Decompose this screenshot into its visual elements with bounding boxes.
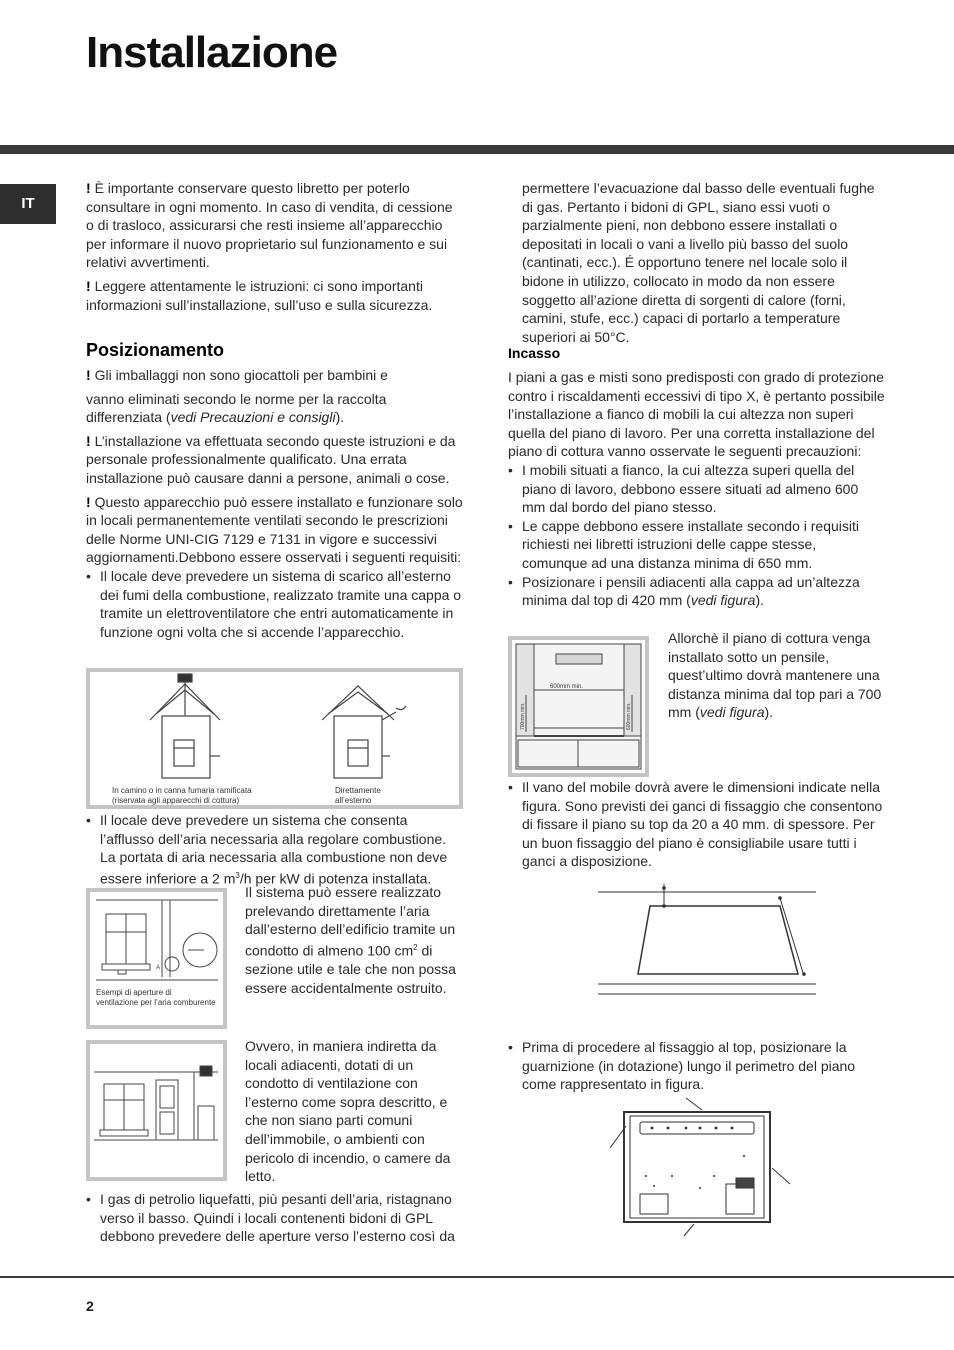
dimension-label: 600mm min. (550, 684, 584, 690)
list-item: • Il locale deve prevedere un sistema di scarico all’esterno dei fumi della combustione, realizzato tramite una cappa o tramite un elettroventilatore che entri automaticamente in funzione ogni volta che si accende l’apparecchio. (86, 567, 463, 641)
paragraph: ! Questo apparecchio può essere installato e funzionare solo in locali permanentemente ventilati secondo le prescrizioni delle Norme UNI-CIG 7129 e 7131 in vigore e successivi aggiornamenti.Debbono essere osservati i seguenti requisiti: (86, 493, 463, 566)
kitchen-cabinets-illustration (512, 640, 645, 773)
page-title: Installazione (86, 28, 338, 77)
dimension-label: 700mm min. (520, 702, 526, 730)
flue-diagram-figure (86, 668, 463, 809)
list-item: • Il locale deve prevedere un sistema che consenta l’afflusso dell’aria necessaria alla regolare combustione. La portata di aria necessaria alla combustione non deve essere inferiore a 2 $m^3/h$ per kW di potenza installata. (86, 811, 463, 888)
list-item: • I mobili situati a fianco, la cui altezza superi quella del piano di lavoro, debbono essere situati ad almeno 600 mm dal bordo del piano stesso. (508, 461, 885, 517)
indirect-ventilation-figure (86, 1040, 227, 1181)
intro-section (86, 179, 463, 314)
intro-paragraph-2: ! Leggere attentamente le istruzioni: ci sono importanti informazioni sull’installazione, sull’uso e sulla sicurezza. (86, 277, 433, 313)
posizionamento-text (86, 366, 463, 641)
ventilation-openings-figure (86, 888, 227, 1029)
paragraph: permettere l’evacuazione dal basso delle eventuali fughe di gas. Pertanto i bidoni di GPL, siano essi vuoti o parzialmente pieni, non debbono essere installati o depositati in locali o vani a livello più basso del suolo (cantinati, ecc.). É opportuno tenere nel locale solo il bidone in utilizzo, collocato in modo da non essere soggetto all’azione diretta di sorgenti di calore (forni, camini, stufe, ecc.) capaci di portarlo a temperature superiori ai 50°C. (522, 180, 875, 345)
list-item: • Le cappe debbono essere installate secondo i requisiti richiesti nei libretti istruzioni delle cappe stesse, comunque ad una distanza minima di 650 mm. (508, 517, 885, 573)
air-intake-direct-text (245, 883, 463, 997)
paragraph: ! L’installazione va effettuata secondo queste istruzioni e da personale professionalmente qualificato. Una errata installazione può causare danni a persone, animali o cose. (86, 432, 456, 486)
list-item: • Posizionare i pensili adiacenti alla cappa ad un’altezza minima dal top di 420 mm (vedi figura). (508, 573, 885, 610)
warning-mark: ! (86, 493, 91, 510)
vent-label: A (156, 965, 161, 971)
section-heading-posizionamento: Posizionamento (86, 340, 225, 360)
footer-rule (0, 1276, 954, 1278)
figure-caption: Direttamente all’esterno (335, 786, 381, 805)
language-tab: IT (0, 184, 56, 224)
gpl-continued-text (522, 179, 885, 346)
list-item: • I gas di petrolio liquefatti, più pesanti dell’aria, ristagnano verso il basso. Quindi i locali contenenti bidoni di GPL debbono prevedere delle aperture verso l’esterno così da (86, 1190, 463, 1246)
paragraph: Allorchè il piano di cottura venga installato sotto un pensile, quest’ultimo dovrà mantenere una distanza minima dal top pari a 700 mm (vedi figura). (668, 630, 882, 721)
paragraph: vanno eliminati secondo le norme per la raccolta differenziata (vedi Precauzioni e consigli). (86, 390, 387, 426)
paragraph: I piani a gas e misti sono predisposti con grado di protezione contro i riscaldamenti eccessivi di tipo X, è pertanto possibile l’installazione a fianco di mobili la cui altezza non superi quella del piano di lavoro. Per una corretta installazione del piano di cottura vanno osservate le seguenti precauzioni: (508, 369, 885, 460)
air-intake-text (86, 811, 463, 888)
wall-cabinet-text (668, 629, 885, 722)
hood-clearance-figure (508, 636, 649, 777)
adjacent-room-illustration (90, 1044, 223, 1177)
cutout-diagram-figure (598, 884, 816, 999)
figure-caption: Esempi di aperture di ventilazione per l’aria comburente (96, 988, 216, 1007)
incasso-text (508, 368, 885, 610)
list-item: • Prima di procedere al fissaggio al top, posizionare la guarnizione (in dotazione) lungo il perimetro del piano come rappresentato in figura. (508, 1038, 885, 1094)
gpl-text (86, 1190, 463, 1246)
list-item: • Il vano del mobile dovrà avere le dimensioni indicate nella figura. Sono previsti dei ganci di fissaggio che consentono di fissare il piano su top da 20 a 40 mm. di spessore. Per un buon fissaggio del piano è consigliabile usare tutti i ganci a disposizione. (508, 778, 885, 871)
paragraph: ! Gli imballaggi non sono giocattoli per bambini e (86, 367, 388, 383)
air-intake-indirect-text (245, 1037, 463, 1186)
header-rule (0, 145, 954, 154)
figure-caption: In camino o in canna fumaria ramificata (riservata agli apparecchi di cottura) (112, 786, 252, 805)
paragraph: Ovvero, in maniera indiretta da locali adiacenti, dotati di un condotto di ventilazione con l’esterno come sopra descritto, e che non siano parti comuni dell’immobile, o ambienti con pericolo di incendio, o camere da letto. (245, 1038, 451, 1185)
intro-paragraph-1: ! È importante conservare questo libretto per poterlo consultare in ogni momento. In caso di vendita, di cessione o di trasloco, assicurarsi che resti insieme all’apparecchio per informare il nuovo proprietario sul funzionamento e sui relativi avvertimenti. (86, 180, 453, 271)
paragraph: Il sistema può essere realizzato prelevando direttamente l’aria dall’esterno dell’edificio tramite un condotto di almeno 100 $cm^2$ di sezione utile e tale che non possa essere accidentalmente ostruito. (245, 884, 456, 996)
hob-underside-illustration (604, 1096, 794, 1242)
warning-mark: ! (86, 180, 91, 196)
warning-mark: ! (86, 367, 91, 383)
page-number: 2 (86, 1298, 94, 1314)
warning-mark: ! (86, 277, 91, 294)
worktop-cutout-illustration (598, 884, 816, 999)
warning-mark: ! (86, 432, 91, 449)
dimension-label: 600mm min. (626, 702, 632, 730)
gasket-text (508, 1038, 885, 1094)
gasket-diagram-figure (604, 1096, 794, 1242)
section-heading-incasso: Incasso (508, 345, 561, 361)
cutout-text (508, 778, 885, 871)
